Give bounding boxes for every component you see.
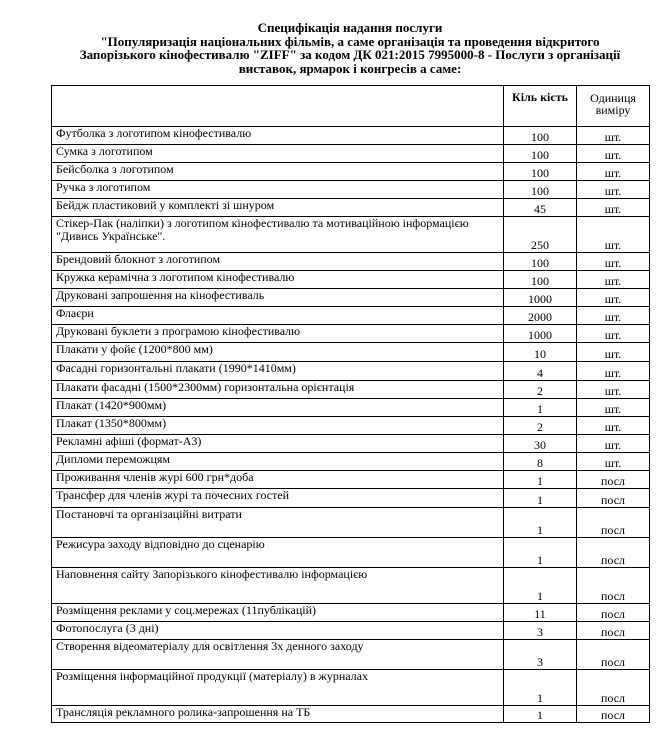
item-unit: посл: [577, 489, 650, 508]
item-name: Друковані запрошення на кінофестиваль: [52, 289, 504, 307]
item-quantity: 100: [504, 163, 577, 181]
item-unit: шт.: [577, 307, 650, 325]
table-row: [52, 640, 650, 670]
table-row: [52, 508, 650, 538]
item-unit: шт.: [577, 325, 650, 343]
item-unit: шт.: [577, 435, 650, 453]
table-row: [52, 163, 650, 181]
table-row: [52, 604, 650, 622]
item-name: Трансляція рекламного ролика-запрошення на ТБ: [52, 706, 504, 723]
header-unit: Одиниця виміру: [577, 86, 650, 127]
item-name: Бейсболка з логотипом: [52, 163, 504, 181]
item-unit: шт.: [577, 181, 650, 199]
item-name: Друковані буклети з програмою кінофестивалю: [52, 325, 504, 343]
item-quantity: 1: [504, 670, 577, 706]
table-row: [52, 325, 650, 343]
table-row: [52, 289, 650, 307]
item-quantity: 1: [504, 538, 577, 568]
item-name: Плакати у фойє (1200*800 мм): [52, 343, 504, 362]
item-unit: шт.: [577, 145, 650, 163]
specification-table-body: [52, 86, 650, 723]
item-unit: шт.: [577, 381, 650, 399]
item-quantity: 100: [504, 145, 577, 163]
item-name: Постановчі та організаційні витрати: [52, 508, 504, 538]
item-unit: посл: [577, 568, 650, 604]
item-name: Розміщення реклами у соц.мережах (11публікацій): [52, 604, 504, 622]
item-name: Стікер-Пак (наліпки) з логотипом кінофестивалю та мотиваційною інформацією "Дивись Українське".: [52, 217, 504, 253]
table-row: [52, 181, 650, 199]
item-quantity: 1: [504, 471, 577, 489]
table-row: [52, 343, 650, 362]
item-quantity: 1: [504, 568, 577, 604]
item-unit: посл: [577, 706, 650, 723]
table-row: [52, 489, 650, 508]
item-unit: посл: [577, 471, 650, 489]
item-name: Наповнення сайту Запорізького кінофестивалю інформацією: [52, 568, 504, 604]
table-row: [52, 362, 650, 381]
item-unit: посл: [577, 670, 650, 706]
item-name: Плакати фасадні (1500*2300мм) горизонтальна орієнтація: [52, 381, 504, 399]
table-row: [52, 568, 650, 604]
table-row: [52, 253, 650, 271]
table-row: [52, 417, 650, 435]
item-quantity: 11: [504, 604, 577, 622]
item-name: Фотопослуга (3 дні): [52, 622, 504, 640]
item-unit: шт.: [577, 217, 650, 253]
item-name: Розміщення інформаційної продукції (матеріалу) в журналах: [52, 670, 504, 706]
table-row: [52, 670, 650, 706]
item-quantity: 100: [504, 271, 577, 289]
item-name: Брендовий блокнот з логотипом: [52, 253, 504, 271]
table-row: [52, 706, 650, 723]
item-unit: шт.: [577, 163, 650, 181]
item-quantity: 2000: [504, 307, 577, 325]
item-unit: шт.: [577, 271, 650, 289]
item-quantity: 100: [504, 127, 577, 145]
table-row: [52, 435, 650, 453]
item-unit: шт.: [577, 362, 650, 381]
item-name: Флаєри: [52, 307, 504, 325]
item-name: Сумка з логотипом: [52, 145, 504, 163]
item-unit: шт.: [577, 127, 650, 145]
item-quantity: 2: [504, 381, 577, 399]
item-name: Режисура заходу відповідно до сценарію: [52, 538, 504, 568]
item-quantity: 250: [504, 217, 577, 253]
item-name: Плакат (1420*900мм): [52, 399, 504, 417]
item-quantity: 1000: [504, 289, 577, 307]
item-name: Кружка керамічна з логотипом кінофестивалю: [52, 271, 504, 289]
item-name: Фасадні горизонтальні плакати (1990*1410мм): [52, 362, 504, 381]
item-quantity: 2: [504, 417, 577, 435]
item-name: Ручка з логотипом: [52, 181, 504, 199]
item-quantity: 100: [504, 253, 577, 271]
item-unit: шт.: [577, 453, 650, 471]
item-quantity: 3: [504, 622, 577, 640]
title-line-1: Специфікація надання послуги: [257, 20, 443, 35]
item-quantity: 8: [504, 453, 577, 471]
item-name: Дипломи переможцям: [52, 453, 504, 471]
item-unit: шт.: [577, 399, 650, 417]
item-unit: посл: [577, 508, 650, 538]
table-header-row: [52, 86, 650, 127]
table-row: [52, 399, 650, 417]
table-row: [52, 145, 650, 163]
item-quantity: 10: [504, 343, 577, 362]
header-quantity: Кіль кість: [504, 86, 577, 127]
item-quantity: 1: [504, 508, 577, 538]
item-quantity: 45: [504, 199, 577, 217]
item-name: Плакат (1350*800мм): [52, 417, 504, 435]
item-quantity: 100: [504, 181, 577, 199]
table-row: [52, 307, 650, 325]
item-name: Проживання членів журі 600 грн*доба: [52, 471, 504, 489]
item-quantity: 1: [504, 489, 577, 508]
specification-table: [51, 85, 650, 723]
title-line-3: Запорізького кінофестивалю "ZIFF" за кодом ДК 021:2015 7995000-8 - Послуги з організації: [79, 47, 621, 62]
item-name: Бейдж пластиковий у комплекті зі шнуром: [52, 199, 504, 217]
item-name: Трансфер для членів журі та почесних гостей: [52, 489, 504, 508]
item-name: Рекламні афіші (формат-А3): [52, 435, 504, 453]
table-row: [52, 453, 650, 471]
table-row: [52, 381, 650, 399]
item-unit: шт.: [577, 199, 650, 217]
item-unit: шт.: [577, 289, 650, 307]
item-quantity: 30: [504, 435, 577, 453]
item-quantity: 1000: [504, 325, 577, 343]
item-unit: посл: [577, 640, 650, 670]
item-unit: посл: [577, 538, 650, 568]
table-row: [52, 217, 650, 253]
title-line-2: "Популяризація національних фільмів, а саме організація та проведення відкритого: [100, 33, 600, 49]
item-unit: шт.: [577, 253, 650, 271]
item-name: Створення відеоматеріалу для освітлення 3х денного заходу: [52, 640, 504, 670]
table-row: [52, 538, 650, 568]
item-unit: посл: [577, 622, 650, 640]
item-unit: посл: [577, 604, 650, 622]
table-row: [52, 127, 650, 145]
title-line-4: виставок, ярмарок і конгресів а саме:: [238, 60, 462, 76]
document-title: [40, 21, 660, 75]
item-unit: шт.: [577, 417, 650, 435]
item-quantity: 1: [504, 706, 577, 723]
item-quantity: 4: [504, 362, 577, 381]
item-unit: шт.: [577, 343, 650, 362]
item-name: Футболка з логотипом кінофестивалю: [52, 127, 504, 145]
header-name: [52, 86, 504, 127]
table-row: [52, 271, 650, 289]
table-row: [52, 471, 650, 489]
table-row: [52, 622, 650, 640]
table-row: [52, 199, 650, 217]
item-quantity: 1: [504, 399, 577, 417]
item-quantity: 3: [504, 640, 577, 670]
